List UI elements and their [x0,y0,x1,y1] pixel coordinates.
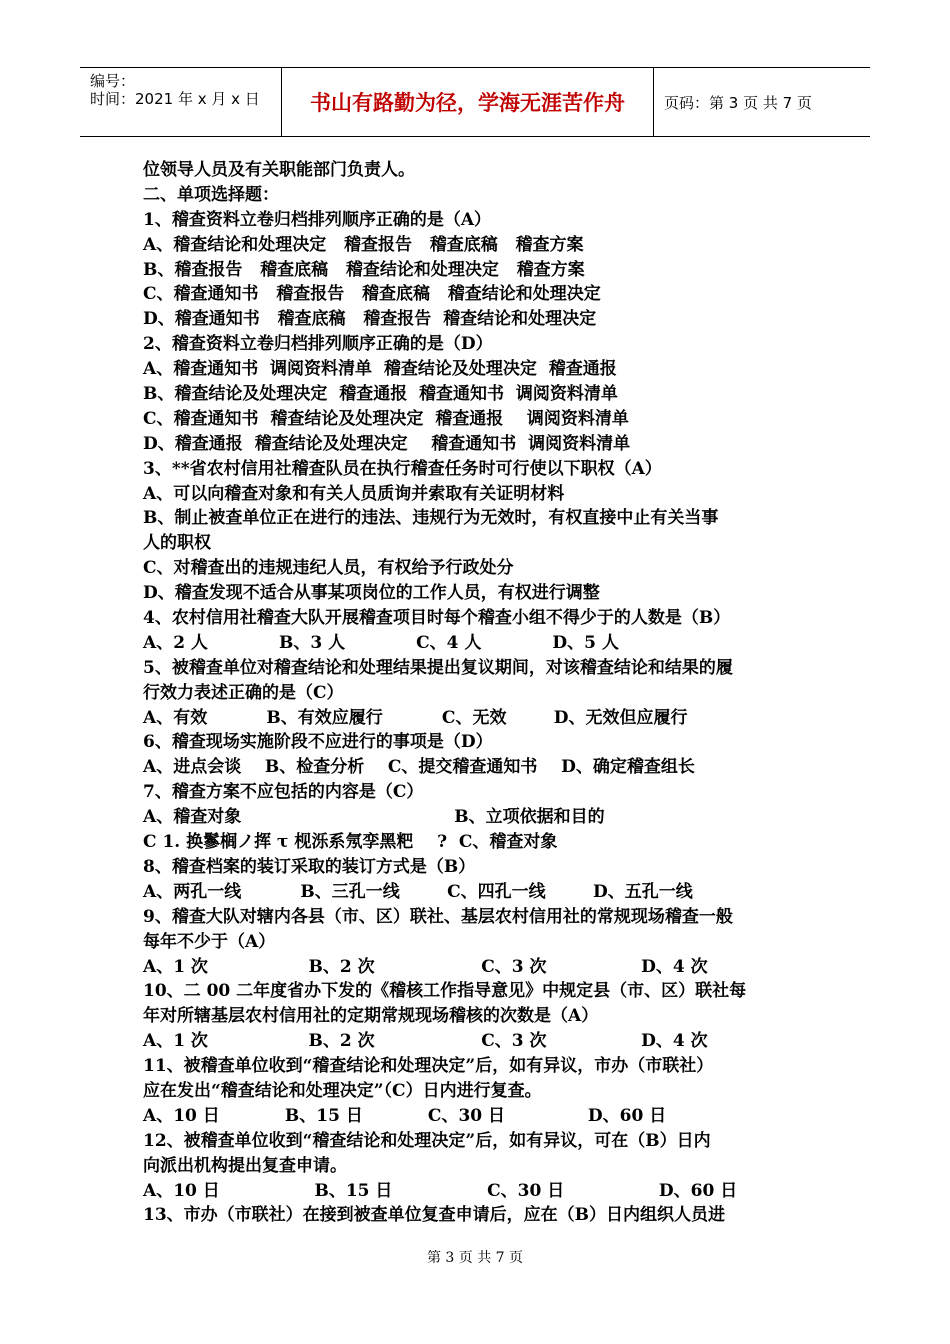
text-line: 7、稽查方案不应包括的内容是（C） [143,782,424,803]
text-line: 人的职权 [143,533,211,554]
text-line: 位领导人员及有关职能部门负责人。 [143,160,415,180]
text-line: 5、被稽查单位对稽查结论和处理结果提出复议期间，对该稽查结论和结果的履 [143,657,733,678]
text-line: 4、农村信用社稽查大队开展稽查项目时每个稽查小组不得少于的人数是（B） [143,608,731,629]
text-line: C 1. 换鬖榈ノ挥 τ 枧泺系氖孪黑粑 ? C、稽查对象 [143,832,558,853]
text-line: A、稽查对象 B、立项依据和目的 [143,807,605,828]
header-number-label: 编号： [90,72,136,90]
text-line: A、可以向稽查对象和有关人员质询并索取有关证明材料 [143,483,565,504]
text-line: A、有效 B、有效应履行 C、无效 D、无效但应履行 [143,707,688,728]
header-time-label: 时间：2021 年 x 月 x 日 [90,90,260,108]
text-line: 13、市办（市联社）在接到被查单位复查申请后，应在（B）日内组织人员进 [143,1205,726,1226]
text-line: B、稽查报告 稽查底稿 稽查结论和处理决定 稽查方案 [143,259,585,280]
text-line: D、稽查通报 稽查结论及处理决定 稽查通知书 调阅资料清单 [143,433,631,454]
text-line: 年对所辖基层农村信用社的定期常规现场稽核的次数是（A） [143,1006,599,1027]
text-line: A、10 日 B、15 日 C、30 日 D、60 日 [143,1180,738,1201]
text-line: D、稽查通知书 稽查底稿 稽查报告 稽查结论和处理决定 [143,309,597,330]
text-line: 应在发出“稽查结论和处理决定”（C）日内进行复查。 [143,1080,542,1101]
document-body [143,158,823,1228]
text-line: A、2 人 B、3 人 C、4 人 D、5 人 [143,632,619,653]
text-line: C、稽查通知书 稽查报告 稽查底稿 稽查结论和处理决定 [143,284,601,305]
text-line: B、稽查结论及处理决定 稽查通报 稽查通知书 调阅资料清单 [143,384,618,405]
text-line: A、稽查结论和处理决定 稽查报告 稽查底稿 稽查方案 [143,234,584,255]
text-line: C、对稽查出的违规违纪人员，有权给予行政处分 [143,558,514,579]
text-line: C、稽查通知书 稽查结论及处理决定 稽查通报 调阅资料清单 [143,408,629,429]
text-line: A、10 日 B、15 日 C、30 日 D、60 日 [143,1105,667,1126]
text-line: 11、被稽查单位收到“稽查结论和处理决定”后，如有异议，市办（市联社） [143,1056,714,1077]
text-line: A、1 次 B、2 次 C、3 次 D、4 次 [143,956,708,977]
text-line: A、进点会谈 B、检查分析 C、提交稽查通知书 D、确定稽查组长 [143,757,695,778]
page-header [80,67,870,137]
text-line: 12、被稽查单位收到“稽查结论和处理决定”后，如有异议，可在（B）日内 [143,1130,711,1151]
text-line: B、制止被查单位正在进行的违法、违规行为无效时，有权直接中止有关当事 [143,508,719,529]
text-line: 6、稽查现场实施阶段不应进行的事项是（D） [143,732,493,753]
page-footer: 第 3 页 共 7 页 [426,1250,524,1266]
text-line: 行效力表述正确的是（C） [143,682,344,703]
header-page-number: 页码：第 3 页 共 7 页 [664,93,812,112]
text-line: 每年不少于（A） [143,931,276,952]
text-line: A、稽查通知书 调阅资料清单 稽查结论及处理决定 稽查通报 [143,359,617,380]
text-line: 向派出机构提出复查申请。 [143,1155,347,1176]
text-line: 8、稽查档案的装订采取的装订方式是（B） [143,856,476,877]
text-line: 9、稽查大队对辖内各县（市、区）联社、基层农村信用社的常规现场稽查一般 [143,906,733,927]
text-line: 2、稽查资料立卷归档排列顺序正确的是（D） [143,334,493,355]
text-line: A、两孔一线 B、三孔一线 C、四孔一线 D、五孔一线 [143,881,693,902]
text-line: 二、单项选择题： [143,184,279,205]
header-meta [80,68,282,136]
text-line: D、稽查发现不适合从事某项岗位的工作人员，有权进行调整 [143,583,600,604]
text-line: A、1 次 B、2 次 C、3 次 D、4 次 [143,1031,708,1052]
text-line: 3、**省农村信用社稽查队员在执行稽查任务时可行使以下职权（A） [143,458,662,479]
header-motto: 书山有路勤为径，学海无涯苦作舟 [282,68,654,136]
text-line: 10、二 00 二年度省办下发的《稽核工作指导意见》中规定县（市、区）联社每 [143,981,747,1002]
text-line: 1、稽查资料立卷归档排列顺序正确的是（A） [143,209,492,230]
